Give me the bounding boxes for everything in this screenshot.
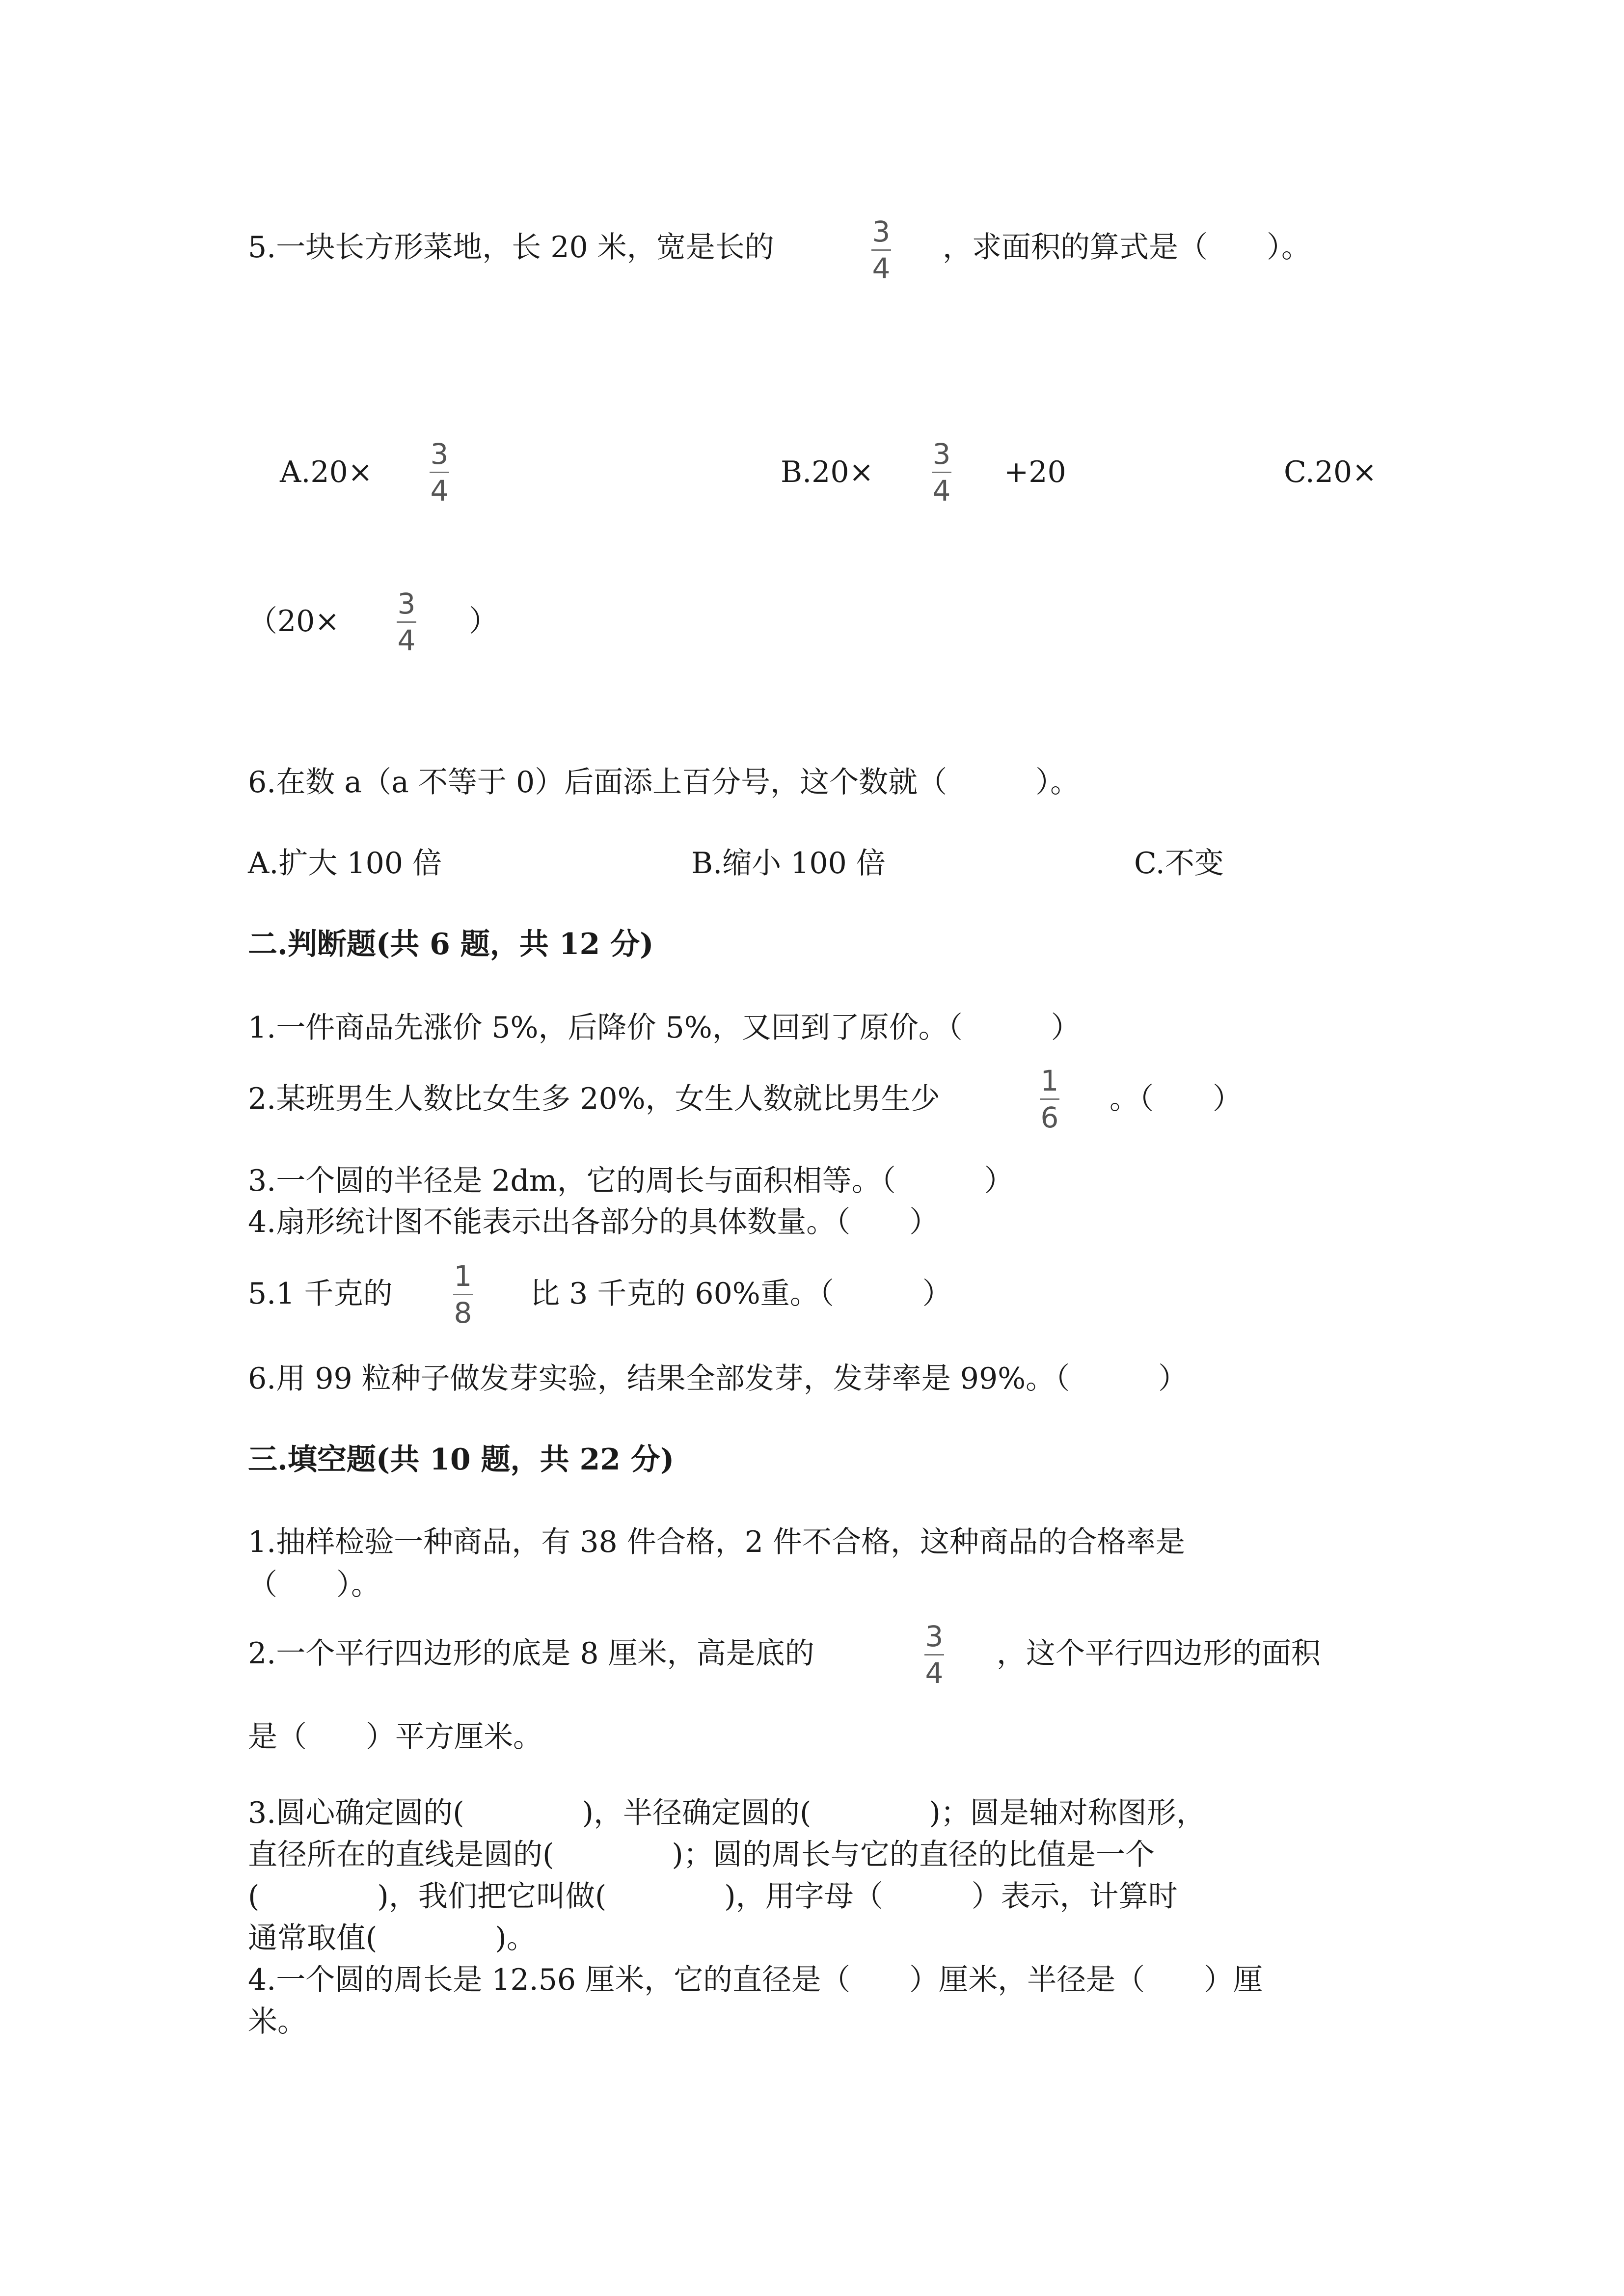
fill-question-2-line2: 是（ ）平方厘米。 [248, 1720, 542, 1754]
q5-option-c-suffix: ） [469, 604, 498, 639]
fraction-numerator: 3 [932, 437, 951, 471]
fraction-bar [924, 1654, 944, 1655]
fraction-bar [430, 472, 449, 473]
q5-stem-fraction [871, 216, 891, 284]
fraction-numerator: 3 [397, 587, 416, 620]
tf-question-2-before: 2.某班男生人数比女生多 20%，女生人数就比男生少 [248, 1082, 940, 1116]
tf-question-2-after: 。（ ） [1110, 1082, 1242, 1116]
q5-option-c-label-continued: （20× [248, 604, 340, 639]
q6-stem: 6.在数 a（a 不等于 0）后面添上百分号，这个数就（ ）。 [248, 765, 1080, 800]
fraction-denominator: 4 [430, 474, 449, 507]
fill-question-3-line3: ( )，我们把它叫做( )，用字母（ ）表示，计算时 [248, 1879, 1178, 1914]
fraction-numerator: 3 [925, 1620, 944, 1653]
q6-option-c[interactable]: C.不变 [1134, 846, 1224, 881]
fraction-denominator: 4 [872, 252, 891, 285]
fill-question-3-line4: 通常取值( )。 [248, 1921, 536, 1955]
tf-question-5-before: 5.1 千克的 [248, 1277, 393, 1311]
fraction-bar [397, 621, 416, 623]
q6-option-b[interactable]: B.缩小 100 倍 [691, 846, 886, 881]
tf-question-4: 4.扇形统计图不能表示出各部分的具体数量。（ ） [248, 1205, 939, 1239]
fraction-numerator: 1 [454, 1259, 472, 1293]
fraction-denominator: 4 [397, 624, 416, 657]
fill-question-3-line2: 直径所在的直线是圆的( )；圆的周长与它的直径的比值是一个 [248, 1838, 1155, 1872]
q5-stem-after: ，求面积的算式是（ ）。 [943, 230, 1311, 265]
fraction-bar [932, 472, 951, 473]
fraction-denominator: 8 [454, 1296, 472, 1330]
tf-question-2-fraction [1040, 1065, 1059, 1133]
fraction-numerator: 3 [430, 437, 449, 471]
q5-stem-before: 5.一块长方形菜地，长 20 米，宽是长的 [248, 230, 774, 265]
fraction-denominator: 4 [932, 474, 951, 507]
q5-option-c-label[interactable]: C.20× [1284, 455, 1377, 489]
tf-question-3: 3.一个圆的半径是 2dm，它的周长与面积相等。（ ） [248, 1164, 1014, 1198]
fill-question-2-before: 2.一个平行四边形的底是 8 厘米，高是底的 [248, 1636, 814, 1671]
section2-heading: 二.判断题(共 6 题，共 12 分) [248, 927, 654, 961]
tf-question-6: 6.用 99 粒种子做发芽实验，结果全部发芽，发芽率是 99%。（ ） [248, 1362, 1188, 1396]
section3-heading: 三.填空题(共 10 题，共 22 分) [248, 1442, 675, 1477]
fraction-bar [871, 249, 891, 251]
q5-option-b-fraction [932, 438, 951, 507]
fill-question-2-fraction [924, 1621, 944, 1689]
fill-question-2-after: ，这个平行四边形的面积 [997, 1636, 1321, 1671]
fill-question-4-line2: 米。 [248, 2004, 307, 2039]
q5-option-a-label[interactable]: A.20× [280, 455, 373, 489]
tf-question-5-fraction [453, 1260, 473, 1329]
tf-question-1: 1.一件商品先涨价 5%，后降价 5%，又回到了原价。（ ） [248, 1011, 1081, 1045]
fill-question-3-line1: 3.圆心确定圆的( )，半径确定圆的( )；圆是轴对称图形， [248, 1796, 1206, 1830]
q5-option-c-fraction [397, 588, 416, 656]
fraction-denominator: 6 [1040, 1101, 1059, 1134]
q5-option-a-fraction [430, 438, 449, 507]
fraction-numerator: 3 [872, 215, 891, 248]
fraction-bar [453, 1294, 473, 1295]
tf-question-5-after: 比 3 千克的 60%重。（ ） [530, 1277, 952, 1311]
fraction-bar [1040, 1098, 1059, 1100]
fill-question-1-line2: （ ）。 [248, 1568, 380, 1602]
fraction-numerator: 1 [1040, 1064, 1059, 1097]
q5-option-b-label[interactable]: B.20× [781, 455, 874, 489]
q5-option-b-suffix: +20 [1004, 455, 1066, 489]
fill-question-1-line1: 1.抽样检验一种商品，有 38 件合格，2 件不合格，这种商品的合格率是 [248, 1525, 1185, 1559]
fraction-denominator: 4 [925, 1656, 944, 1690]
fill-question-4-line1: 4.一个圆的周长是 12.56 厘米，它的直径是（ ）厘米，半径是（ ）厘 [248, 1963, 1263, 1997]
q6-option-a[interactable]: A.扩大 100 倍 [248, 846, 442, 881]
